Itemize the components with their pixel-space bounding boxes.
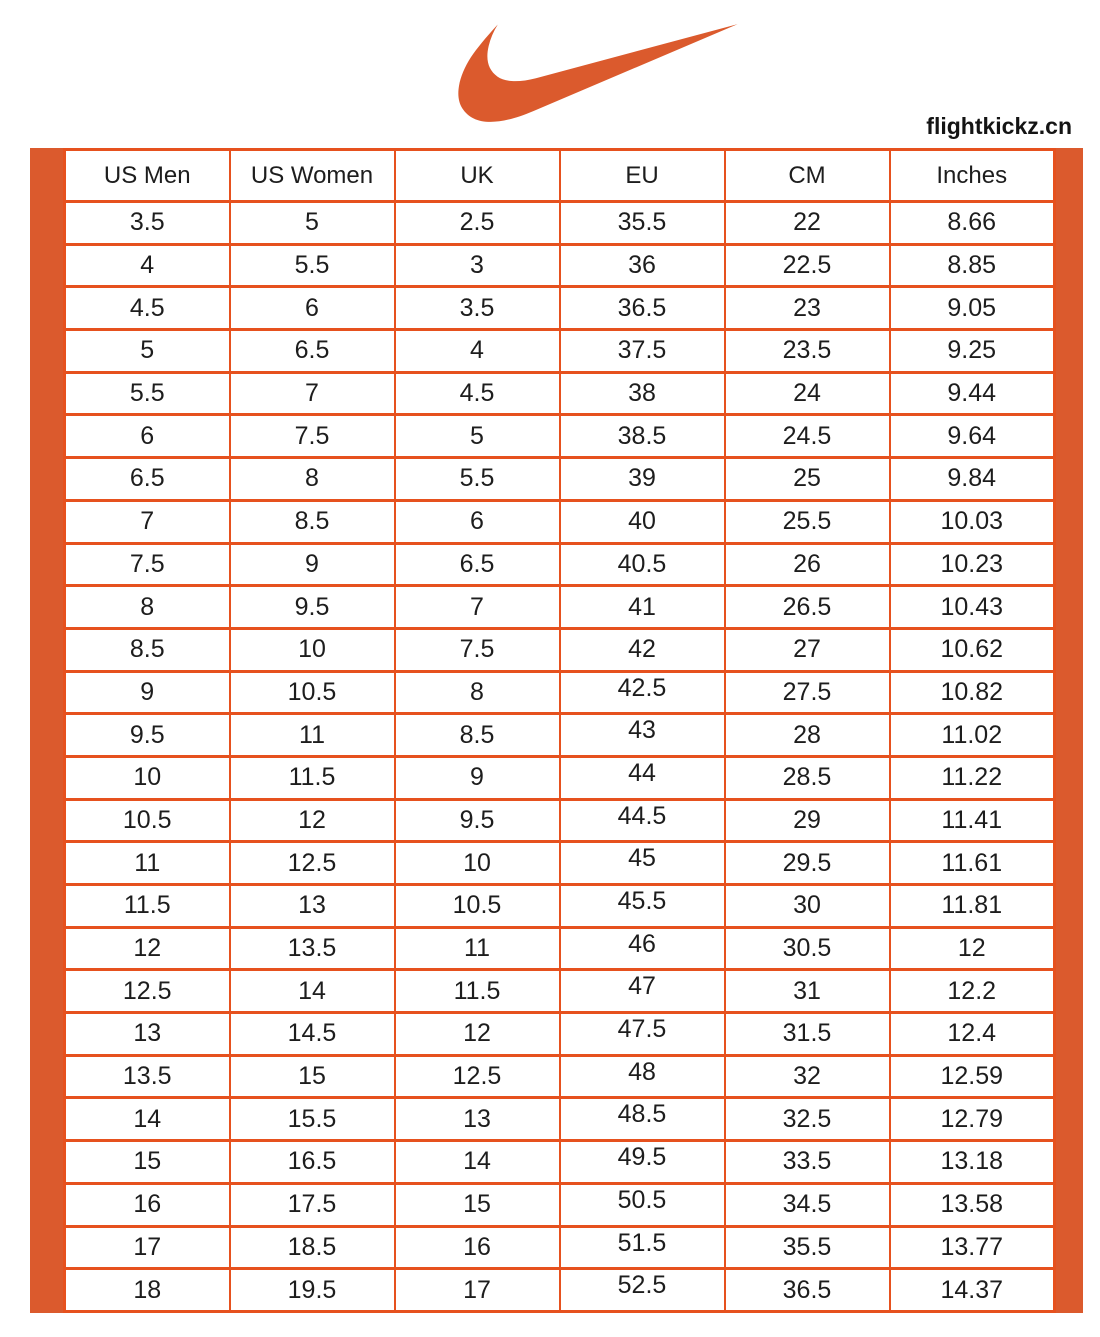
table-cell: 34.5 [725, 1183, 890, 1226]
table-cell: 44.5 [560, 799, 725, 842]
table-cell: 11.02 [890, 714, 1055, 757]
table-cell: 30 [725, 885, 890, 928]
table-cell: 7 [230, 372, 395, 415]
table-row [65, 330, 1055, 373]
table-cell: 4 [65, 244, 230, 287]
table-cell: 31.5 [725, 1013, 890, 1056]
table-cell: 45.5 [560, 885, 725, 928]
table-cell: 38.5 [560, 415, 725, 458]
table-cell: 11 [395, 927, 560, 970]
table-cell: 11.61 [890, 842, 1055, 885]
table-cell: 36 [560, 244, 725, 287]
table-row [65, 287, 1055, 330]
table-cell: 13.77 [890, 1226, 1055, 1269]
table-row [65, 927, 1055, 970]
table-row [65, 586, 1055, 629]
table-cell: 12.79 [890, 1098, 1055, 1141]
table-cell: 11.41 [890, 799, 1055, 842]
table-cell: 12 [65, 927, 230, 970]
right-accent-strip [1056, 148, 1083, 1313]
table-cell: 10 [65, 756, 230, 799]
table-cell: 42 [560, 628, 725, 671]
table-cell: 36.5 [725, 1269, 890, 1312]
table-cell: 33.5 [725, 1141, 890, 1184]
table-cell: 11.5 [65, 885, 230, 928]
table-cell: 7.5 [65, 543, 230, 586]
table-cell: 5 [395, 415, 560, 458]
table-cell: 17 [65, 1226, 230, 1269]
table-cell: 15 [395, 1183, 560, 1226]
table-row [65, 1013, 1055, 1056]
table-cell: 6.5 [65, 458, 230, 501]
table-cell: 22 [725, 202, 890, 245]
table-cell: 28 [725, 714, 890, 757]
table-cell: 9.44 [890, 372, 1055, 415]
table-cell: 9.5 [230, 586, 395, 629]
table-cell: 9 [230, 543, 395, 586]
table-cell: 43 [560, 714, 725, 757]
table-cell: 13.5 [230, 927, 395, 970]
table-cell: 30.5 [725, 927, 890, 970]
table-cell: 8 [395, 671, 560, 714]
table-cell: 8.66 [890, 202, 1055, 245]
table-cell: 27 [725, 628, 890, 671]
table-row [65, 671, 1055, 714]
table-row [65, 415, 1055, 458]
table-cell: 7 [395, 586, 560, 629]
table-cell: 10 [230, 628, 395, 671]
table-cell: 18.5 [230, 1226, 395, 1269]
table-row [65, 628, 1055, 671]
table-row [65, 1055, 1055, 1098]
table-cell: 29 [725, 799, 890, 842]
table-cell: 37.5 [560, 330, 725, 373]
table-cell: 8.5 [395, 714, 560, 757]
table-cell: 36.5 [560, 287, 725, 330]
table-cell: 25.5 [725, 500, 890, 543]
table-cell: 16 [65, 1183, 230, 1226]
table-header [65, 150, 1055, 202]
table-cell: 9.05 [890, 287, 1055, 330]
table-cell: 47 [560, 970, 725, 1013]
table-cell: 51.5 [560, 1226, 725, 1269]
table-cell: 14.5 [230, 1013, 395, 1056]
column-header: EU [560, 150, 725, 202]
table-cell: 12.5 [395, 1055, 560, 1098]
table-cell: 22.5 [725, 244, 890, 287]
table-cell: 10.23 [890, 543, 1055, 586]
table-cell: 13.58 [890, 1183, 1055, 1226]
table-cell: 14 [395, 1141, 560, 1184]
table-cell: 45 [560, 842, 725, 885]
table-cell: 10.5 [65, 799, 230, 842]
table-cell: 12.4 [890, 1013, 1055, 1056]
table-cell: 17.5 [230, 1183, 395, 1226]
table-cell: 40.5 [560, 543, 725, 586]
table-cell: 15 [65, 1141, 230, 1184]
table-cell: 6 [395, 500, 560, 543]
table-row [65, 1141, 1055, 1184]
table-row [65, 202, 1055, 245]
table-cell: 31 [725, 970, 890, 1013]
table-cell: 8.5 [230, 500, 395, 543]
table-cell: 8 [65, 586, 230, 629]
size-conversion-table [63, 148, 1056, 1313]
table-cell: 5.5 [230, 244, 395, 287]
table-row [65, 543, 1055, 586]
table-cell: 16 [395, 1226, 560, 1269]
table-cell: 7 [65, 500, 230, 543]
table-cell: 12 [230, 799, 395, 842]
table-cell: 14 [230, 970, 395, 1013]
table-cell: 11.5 [395, 970, 560, 1013]
table-cell: 9 [395, 756, 560, 799]
table-cell: 10.5 [395, 885, 560, 928]
table-cell: 29.5 [725, 842, 890, 885]
table-cell: 25 [725, 458, 890, 501]
table-row [65, 458, 1055, 501]
table-cell: 24.5 [725, 415, 890, 458]
table-cell: 8.5 [65, 628, 230, 671]
table-cell: 11.81 [890, 885, 1055, 928]
table-cell: 23 [725, 287, 890, 330]
table-cell: 14 [65, 1098, 230, 1141]
table-cell: 5 [65, 330, 230, 373]
table-cell: 5 [230, 202, 395, 245]
table-cell: 10.62 [890, 628, 1055, 671]
table-cell: 10 [395, 842, 560, 885]
table-row [65, 756, 1055, 799]
table-cell: 49.5 [560, 1141, 725, 1184]
table-cell: 32.5 [725, 1098, 890, 1141]
table-cell: 11.22 [890, 756, 1055, 799]
table-cell: 12.5 [230, 842, 395, 885]
table-cell: 42.5 [560, 671, 725, 714]
table-cell: 10.5 [230, 671, 395, 714]
table-cell: 8.85 [890, 244, 1055, 287]
table-row [65, 244, 1055, 287]
table-cell: 9.84 [890, 458, 1055, 501]
table-cell: 2.5 [395, 202, 560, 245]
table-cell: 9.5 [395, 799, 560, 842]
table-cell: 52.5 [560, 1269, 725, 1312]
table-cell: 12.5 [65, 970, 230, 1013]
table-cell: 47.5 [560, 1013, 725, 1056]
table-cell: 5.5 [65, 372, 230, 415]
table-cell: 7.5 [395, 628, 560, 671]
table-cell: 9.25 [890, 330, 1055, 373]
table-cell: 11 [65, 842, 230, 885]
table-cell: 6 [230, 287, 395, 330]
column-header: Inches [890, 150, 1055, 202]
table-cell: 48.5 [560, 1098, 725, 1141]
table-cell: 27.5 [725, 671, 890, 714]
table-cell: 12 [890, 927, 1055, 970]
nike-swoosh-icon [448, 24, 748, 122]
column-header: UK [395, 150, 560, 202]
table-cell: 12 [395, 1013, 560, 1056]
size-chart-block [30, 148, 1083, 1313]
table-row [65, 885, 1055, 928]
table-body [65, 202, 1055, 1312]
table-cell: 50.5 [560, 1183, 725, 1226]
column-header: CM [725, 150, 890, 202]
column-header: US Women [230, 150, 395, 202]
table-cell: 3.5 [65, 202, 230, 245]
table-cell: 48 [560, 1055, 725, 1098]
table-cell: 12.59 [890, 1055, 1055, 1098]
table-cell: 28.5 [725, 756, 890, 799]
table-cell: 13 [65, 1013, 230, 1056]
table-cell: 32 [725, 1055, 890, 1098]
watermark-text: flightkickz.cn [926, 113, 1072, 139]
table-cell: 9.64 [890, 415, 1055, 458]
table-cell: 9.5 [65, 714, 230, 757]
table-cell: 39 [560, 458, 725, 501]
table-row [65, 714, 1055, 757]
table-cell: 24 [725, 372, 890, 415]
table-row [65, 1098, 1055, 1141]
table-cell: 15 [230, 1055, 395, 1098]
table-cell: 3.5 [395, 287, 560, 330]
table-cell: 6.5 [230, 330, 395, 373]
table-cell: 17 [395, 1269, 560, 1312]
table-cell: 26 [725, 543, 890, 586]
table-row [65, 1226, 1055, 1269]
table-cell: 4.5 [395, 372, 560, 415]
table-cell: 10.43 [890, 586, 1055, 629]
table-cell: 16.5 [230, 1141, 395, 1184]
table-cell: 5.5 [395, 458, 560, 501]
table-cell: 35.5 [560, 202, 725, 245]
table-cell: 15.5 [230, 1098, 395, 1141]
table-cell: 8 [230, 458, 395, 501]
table-cell: 26.5 [725, 586, 890, 629]
table-row [65, 1183, 1055, 1226]
table-cell: 11 [230, 714, 395, 757]
table-cell: 3 [395, 244, 560, 287]
table-cell: 10.03 [890, 500, 1055, 543]
table-cell: 13 [395, 1098, 560, 1141]
table-cell: 13.18 [890, 1141, 1055, 1184]
table-row [65, 500, 1055, 543]
table-cell: 38 [560, 372, 725, 415]
table-cell: 18 [65, 1269, 230, 1312]
table-row [65, 372, 1055, 415]
table-cell: 13 [230, 885, 395, 928]
table-cell: 46 [560, 927, 725, 970]
table-row [65, 970, 1055, 1013]
table-cell: 23.5 [725, 330, 890, 373]
table-cell: 13.5 [65, 1055, 230, 1098]
table-cell: 35.5 [725, 1226, 890, 1269]
table-cell: 19.5 [230, 1269, 395, 1312]
table-cell: 12.2 [890, 970, 1055, 1013]
table-cell: 10.82 [890, 671, 1055, 714]
header-row [65, 150, 1055, 202]
table-cell: 6.5 [395, 543, 560, 586]
table-cell: 4 [395, 330, 560, 373]
table-cell: 41 [560, 586, 725, 629]
table-cell: 6 [65, 415, 230, 458]
table-cell: 9 [65, 671, 230, 714]
left-accent-strip [30, 148, 63, 1313]
table-cell: 4.5 [65, 287, 230, 330]
table-row [65, 842, 1055, 885]
column-header: US Men [65, 150, 230, 202]
table-cell: 11.5 [230, 756, 395, 799]
table-cell: 7.5 [230, 415, 395, 458]
table-cell: 14.37 [890, 1269, 1055, 1312]
table-row [65, 1269, 1055, 1312]
table-cell: 44 [560, 756, 725, 799]
table-row [65, 799, 1055, 842]
table-cell: 40 [560, 500, 725, 543]
